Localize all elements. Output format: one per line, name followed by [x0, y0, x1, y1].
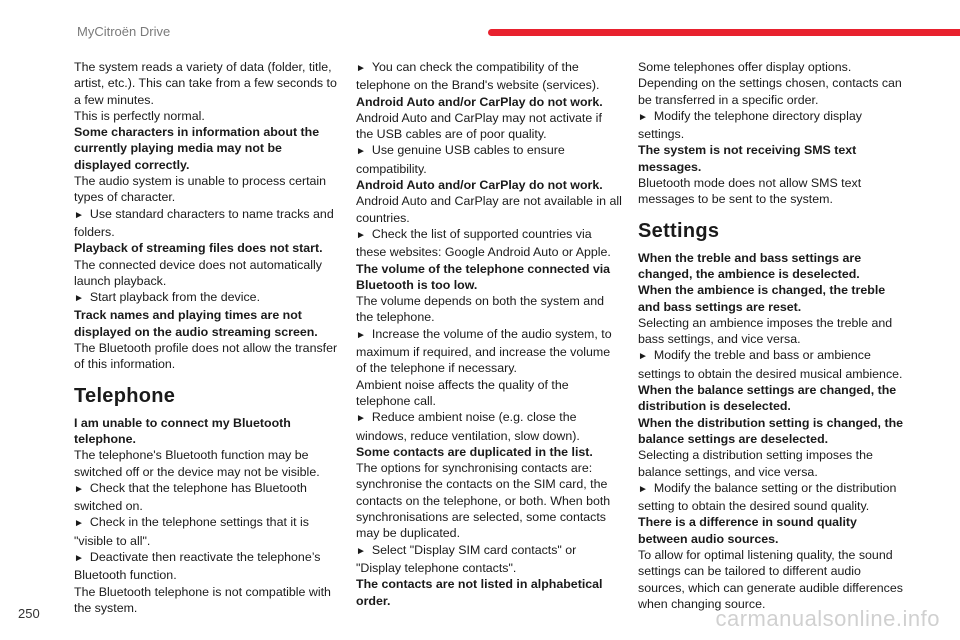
paragraph: Ambient noise affects the quality of the telephone call. — [356, 377, 569, 408]
step: ► Modify the treble and bass or ambience settings to obtain the desired musical ambience. — [638, 347, 904, 382]
step: ► Increase the volume of the audio system, to maximum if required, and increase the volume of the telephone if necessary. — [356, 326, 622, 377]
paragraph: Selecting a distribution setting imposes the balance settings, and vice versa. — [638, 448, 873, 479]
step: ► Modify the balance setting or the distribution setting to obtain the desired sound quality. — [638, 480, 904, 515]
question: When the distribution setting is changed, the balance settings are deselected. — [638, 415, 904, 446]
step: ► Start playback from the device. — [74, 289, 340, 307]
question: There is a difference in sound quality between audio sources. — [638, 515, 857, 546]
paragraph: The telephone's Bluetooth function may be switched off or the device may not be visible. — [74, 448, 320, 479]
paragraph: To allow for optimal listening quality, the sound settings can be tailored to different audio sources, which can generate audible differences when changing source. — [638, 548, 903, 611]
question: The volume of the telephone connected via Bluetooth is too low. — [356, 261, 611, 292]
step: ► Check the list of supported countries via these websites: Google Android Auto or Apple. — [356, 226, 622, 261]
step: ► Use genuine USB cables to ensure compatibility. — [356, 142, 622, 177]
step: ► You can check the compatibility of the telephone on the Brand's website (services). — [356, 59, 622, 94]
paragraph: The system reads a variety of data (folder, title, artist, etc.). This can take from a few seconds to a few minutes. — [74, 60, 337, 107]
question: Playback of streaming files does not start. — [74, 241, 323, 256]
column-middle — [356, 59, 622, 609]
watermark: carmanualsonline.info — [715, 606, 940, 631]
column-right — [638, 59, 904, 612]
question: The system is not receiving SMS text messages. — [638, 143, 857, 174]
question: When the ambience is changed, the treble and bass settings are reset. — [638, 283, 886, 314]
header-title: MyCitroën Drive — [77, 24, 171, 39]
header-accent-bar — [488, 29, 960, 36]
paragraph: The volume depends on both the system and the telephone. — [356, 294, 604, 325]
paragraph: The options for synchronising contacts are: synchronise the contacts on the SIM card, the contacts on the telephone, or both. When both synchronisations are selected, some contacts may be duplicated. — [356, 461, 611, 541]
paragraph: The connected device does not automatically launch playback. — [74, 257, 322, 288]
step: ► Select "Display SIM card contacts" or "Display telephone contacts". — [356, 542, 622, 577]
question: Android Auto and/or CarPlay do not work. — [356, 178, 603, 193]
paragraph: Android Auto and CarPlay may not activate if the USB cables are of poor quality. — [356, 110, 602, 142]
section-heading-settings: Settings — [638, 219, 720, 242]
step: ► Check that the telephone has Bluetooth switched on. — [74, 480, 340, 515]
question: I am unable to connect my Bluetooth telephone. — [74, 415, 291, 446]
paragraph: The Bluetooth profile does not allow the transfer of this information. — [74, 341, 338, 372]
question: Some contacts are duplicated in the list. — [356, 444, 593, 459]
question: Track names and playing times are not displayed on the audio streaming screen. — [74, 308, 318, 339]
step: ► Check in the telephone settings that it is "visible to all". — [74, 514, 340, 549]
page-number: 250 — [18, 606, 40, 621]
paragraph: Android Auto and CarPlay are not available in all countries. — [356, 194, 622, 225]
paragraph: The audio system is unable to process certain types of character. — [74, 174, 327, 205]
section-heading-telephone: Telephone — [74, 384, 176, 407]
step: ► Reduce ambient noise (e.g. close the windows, reduce ventilation, slow down). — [356, 409, 622, 444]
paragraph: This is perfectly normal. — [74, 108, 205, 123]
paragraph: Some telephones offer display options. Depending on the settings chosen, contacts can be transferred in a specific order. — [638, 60, 902, 107]
step: ► Modify the telephone directory display settings. — [638, 108, 904, 143]
step: ► Use standard characters to name tracks and folders. — [74, 206, 340, 241]
paragraph: Bluetooth mode does not allow SMS text messages to be sent to the system. — [638, 176, 862, 207]
paragraph: The Bluetooth telephone is not compatible with the system. — [74, 584, 331, 615]
column-left — [74, 59, 340, 616]
question: Some characters in information about the currently playing media may not be displayed correctly. — [74, 125, 320, 172]
question: Android Auto and/or CarPlay do not work. — [356, 94, 603, 109]
question: When the balance settings are changed, the distribution is deselected. — [638, 383, 897, 414]
question: The contacts are not listed in alphabetical order. — [356, 577, 603, 608]
step: ► Deactivate then reactivate the telephone’s Bluetooth function. — [74, 549, 340, 584]
question: When the treble and bass settings are changed, the ambience is deselected. — [638, 250, 862, 281]
paragraph: Selecting an ambience imposes the treble and bass settings, and vice versa. — [638, 315, 893, 347]
